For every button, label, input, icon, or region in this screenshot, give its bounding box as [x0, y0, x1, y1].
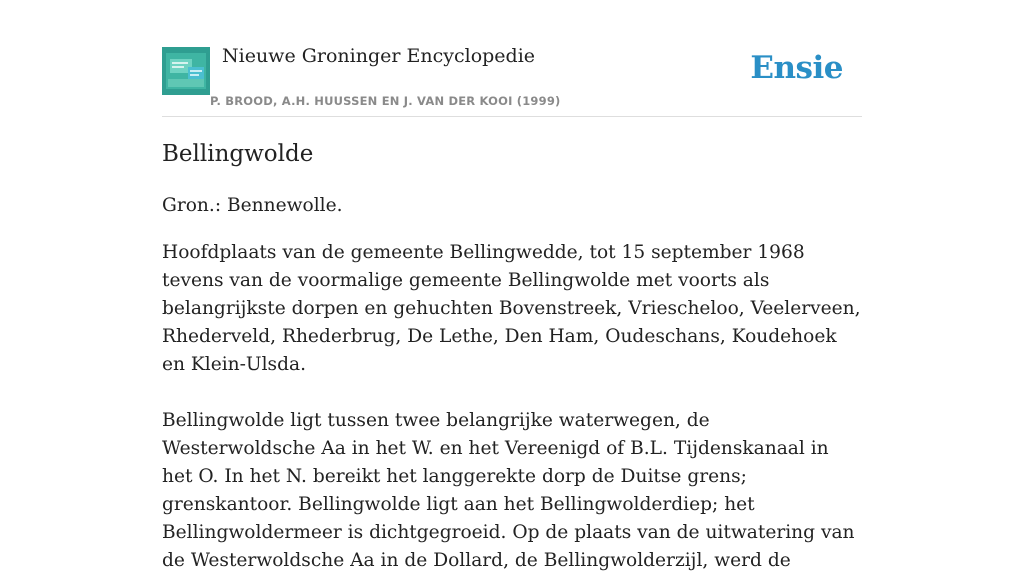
article-title: Bellingwolde [162, 141, 314, 167]
ensie-logo[interactable]: Ensie [750, 50, 843, 86]
source-title[interactable]: Nieuwe Groninger Encyclopedie [222, 45, 536, 67]
source-logo-icon[interactable] [162, 47, 210, 95]
article [162, 136, 862, 575]
article-paragraph: Bellingwolde ligt tussen twee belangrijke waterwegen, de Westerwoldsche Aa in het W. en het Vereenigd of B.L. Tijdenskanaal in het O. In het N. bereikt het langgerekte dorp de Duitse grens; grenskantoor. Bellingwolde ligt aan het Bellingwolderdiep; het Bellingwoldermeer is dichtgegroeid. Op de plaats van de uitwatering van de Westerwoldsche Aa in de Dollard, de Bellingwolderzijl, werd de [162, 410, 855, 571]
article-alt-name: Gron.: Bennewolle. [162, 195, 343, 216]
source-authors: P. BROOD, A.H. HUUSSEN EN J. VAN DER KOOI (1999) [210, 94, 561, 108]
article-paragraph: Hoofdplaats van de gemeente Bellingwedde, tot 15 september 1968 tevens van de voormalige gemeente Bellingwolde met voorts als belangrijkste dorpen en gehuchten Bovenstreek, Vriescheloo, Veelerveen, Rhederveld, Rhederbrug, De Lethe, Den Ham, Oudeschans, Koudehoek en Klein-Ulsda. [162, 242, 861, 375]
source-header [162, 0, 862, 117]
